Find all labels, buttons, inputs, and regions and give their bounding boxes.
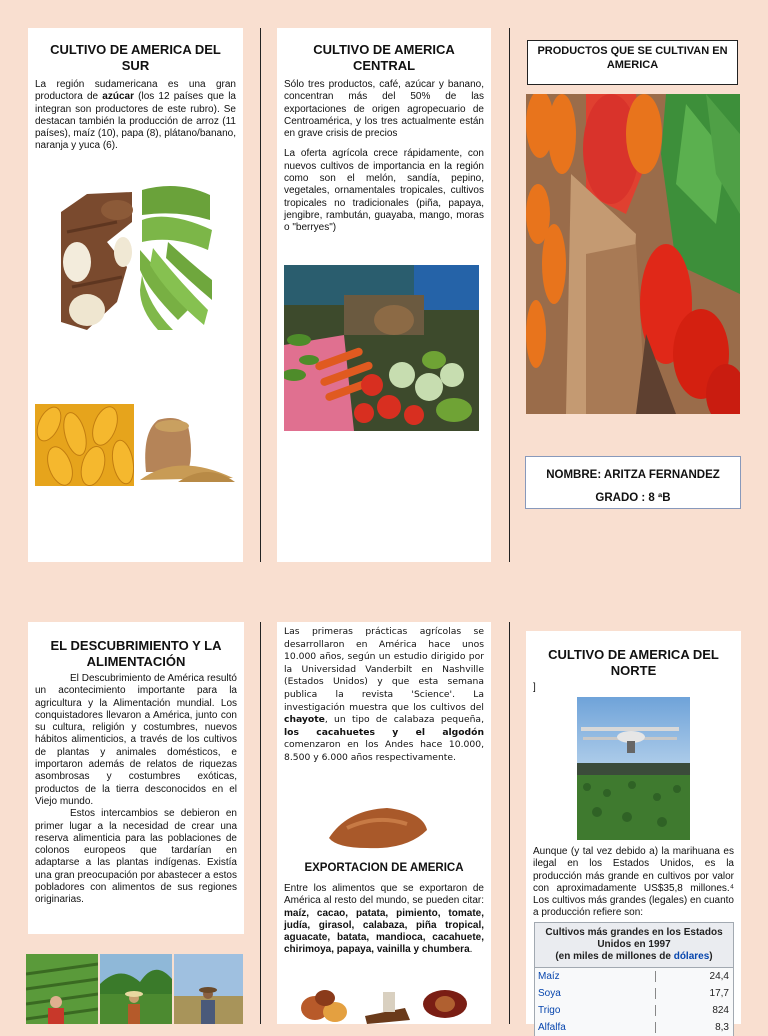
crop-value: 24,4 (709, 971, 729, 982)
divider-bottom-left (260, 622, 261, 1024)
table-row (534, 985, 734, 1002)
discovery-text-1: El Descubrimiento de América resultó un acontecimiento importante para la agricultura y la Alimentación mundial. Los conquistadores llevaron a América, junto con su cultura, religión y costumbres, nuevos hábitos alimenticios, a través de los cultivos de plantas y animales domésticos, e importaron además de relatos de riquezas asombrosas y costumbres exóticas, productos de la tierra desconocidos en el Viejo mundo. (35, 673, 237, 807)
cassava-image (57, 182, 134, 332)
dollars-link[interactable]: dólares (673, 951, 710, 962)
divider-top-left (260, 28, 261, 562)
early-agriculture-text: Las primeras prácticas agrícolas se desarrollaron en América hace unos 10.000 años, según un estudio dirigido por la Universidad Vanderbilt en Nashville (Estados Unidos) y que esta semana publica la revista 'Science'. La investigación muestra que los cultivos del chayote, un tipo de calabaza pequeña, los cacahuetes y el algodón comenzaron en los Andes hace 10.000, 8.500 y 6.000 años respectivamente. (284, 626, 484, 763)
products-title: PRODUCTOS QUE SE CULTIVAN EN AMERICA (537, 45, 728, 71)
panel-discovery (28, 622, 244, 934)
worker-image (174, 954, 243, 1024)
table-row (534, 1002, 734, 1019)
divider-top-right (509, 28, 510, 562)
plantain-image (138, 180, 213, 332)
north-text: Aunque (y tal vez debido a) la marihuana es ilegal en los Estados Unidos, es la producción más grande en cultivos por valor con aproximadamente US$35,8 millones.⁴ Los cultivos más grandes (legales) en cuanto a producción refiere son: (533, 846, 734, 919)
student-name: NOMBRE: ARITZA FERNANDEZ (546, 469, 720, 481)
central-text-1: Sólo tres productos, café, azúcar y banano, concentran más del 50% de las exportaciones de origen agropecuario de Centroamérica, y los tres actualmente están en grave crisis de precios (284, 79, 484, 140)
panel-title-south: CULTIVO DE AMERICA DEL SUR (50, 42, 221, 73)
crop-name-link[interactable]: Soya (535, 988, 656, 999)
student-info-box (525, 456, 741, 509)
spice-heap-image (327, 804, 429, 852)
crop-name-link[interactable]: Trigo (535, 1005, 656, 1016)
crop-table (534, 922, 734, 1036)
north-bracket: ] (533, 682, 536, 693)
crop-value: 17,7 (709, 988, 729, 999)
student-grade: GRADO : 8 ªB (595, 492, 671, 504)
farmer-image (100, 954, 172, 1024)
export-text: Entre los alimentos que se exportaron de América al resto del mundo, se pueden citar: maíz, cacao, patata, pimiento, tomate, judía, girasol, calabaza, piña tropical, aguacate, batata, mandioca, cacahuete, chirimoya, papaya, vainilla y chumbera. (284, 883, 484, 956)
crop-value: 8,3 (715, 1022, 729, 1033)
market-image (284, 265, 479, 431)
crop-name-link[interactable]: Alfalfa (535, 1022, 656, 1033)
panel-title-discovery: EL DESCUBRIMIENTO Y LA ALIMENTACIÓN (50, 638, 222, 669)
divider-bottom-right (509, 622, 510, 1024)
produce-image (526, 94, 740, 414)
south-text: La región sudamericana es una gran productora de azúcar (los 12 países que la integran son productores de este rubro). Se destacan también la producción de arroz (11 países), maíz (10), papa (8), plátano/banano, naranja y yuca (6). (35, 79, 236, 152)
crop-value: 824 (712, 1005, 729, 1016)
panel-title-central: CULTIVO DE AMERICA CENTRAL (313, 42, 455, 73)
table-row (534, 1019, 734, 1036)
crop-field-image (26, 954, 98, 1024)
crop-table-caption: Cultivos más grandes en los Estados Unidos en 1997 (en miles de millones de dólares) (534, 922, 734, 968)
crop-duster-image (577, 697, 690, 840)
cacao-image (295, 986, 470, 1024)
table-row (534, 968, 734, 985)
discovery-text-2: Estos intercambios se debieron en primer lugar a la necesidad de crear una reserva alimenticia para las poblaciones de colonos europeos que tardarían en adaptarse a las plantas indígenas. Existía una gran preocupación por abastecer a estos pobladores con alimentos de sus regiones originarias. (35, 808, 237, 906)
central-text-2: La oferta agrícola crece rápidamente, con nuevos cultivos de importancia en la región como son el melón, sandía, pepino, vegetales, ornamentales tropicales, cultivos tropicales no tradicionales (piña, papaya, jengibre, rambután, guayaba, mango, moras o "berryes") (284, 148, 484, 234)
grain-sack-image (138, 412, 235, 484)
corn-image (35, 404, 134, 486)
products-title-box (527, 40, 738, 85)
panel-title-north: CULTIVO DE AMERICA DEL NORTE (548, 647, 719, 678)
export-title: EXPORTACION DE AMERICA (304, 862, 464, 874)
crop-name-link[interactable]: Maíz (535, 971, 656, 982)
